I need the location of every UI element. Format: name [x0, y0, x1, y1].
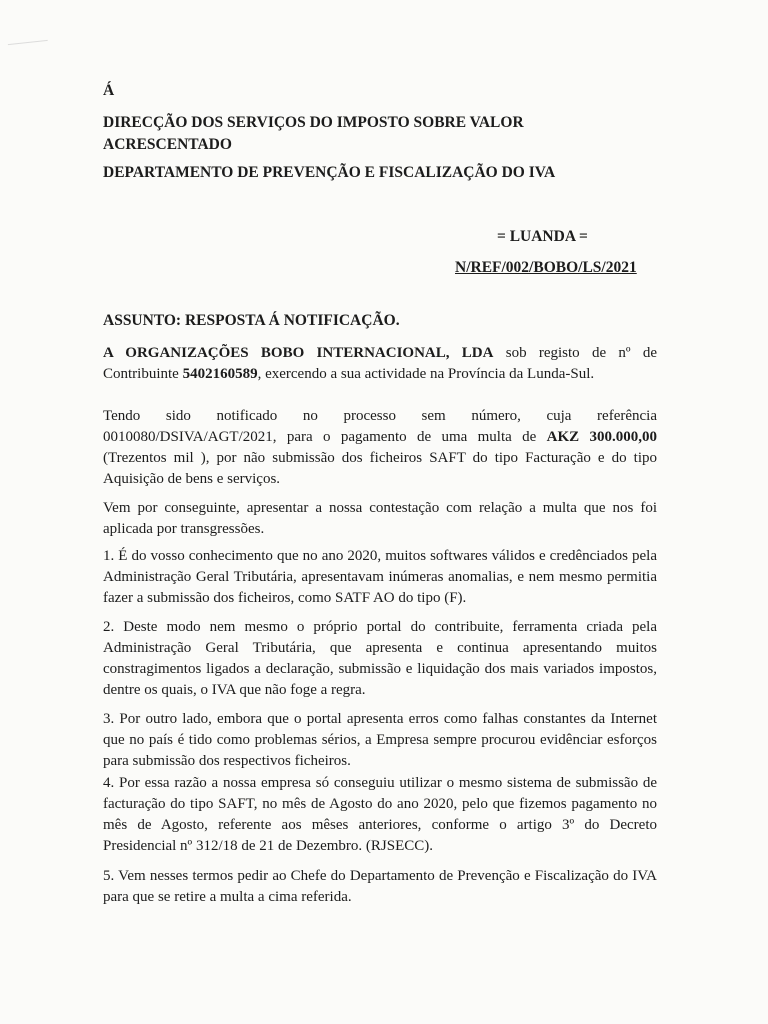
addressee-line-2: ACRESCENTADO — [103, 136, 232, 153]
point-4-paragraph: 4. Por essa razão a nossa empresa só conseguiu utilizar o mesmo sistema de submissão de facturação do tipo SAFT, no mês de Agosto do ano 2020, pelo que fizemos pagamento no mês de Agosto, referente aos mêses anteriores, conforme o artigo 3º do Decreto Presidencial nº 312/18 de 21 de Dezembro. (RJSECC). — [103, 775, 657, 854]
intro-text-1: sob registo de nº de Contribuinte — [103, 345, 657, 382]
contestation-paragraph: Vem por conseguinte, apresentar a nossa contestação com relação a multa que nos foi aplicada por transgressões. — [103, 500, 657, 537]
addressee — [103, 112, 524, 156]
subject-line: ASSUNTO: RESPOSTA Á NOTIFICAÇÃO. — [103, 312, 400, 329]
scan-artifact — [8, 40, 48, 49]
intro-paragraph — [103, 343, 657, 385]
point-3-paragraph: 3. Por outro lado, embora que o portal apresenta erros como falhas constantes da Internet que no país é tido como problemas sérios, a Empresa sempre procurou evidênciar esforços para submissão dos respectivos ficheiros. — [103, 711, 657, 769]
reference-number: N/REF/002/BOBO/LS/2021 — [455, 259, 637, 276]
point-1-paragraph: 1. É do vosso conhecimento que no ano 2020, muitos softwares válidos e credênciados pela Administração Geral Tributária, apresentavam inúmeras anomalias, e nem mesmo permitia fazer a submissão dos ficheiros, como SATF AO do tipo (F). — [103, 548, 657, 606]
city-line: = LUANDA = — [497, 228, 588, 245]
intro-text-2: , exercendo a sua actividade na Província da Lunda-Sul. — [257, 366, 595, 382]
company-name: A ORGANIZAÇÕES BOBO INTERNACIONAL, LDA — [103, 345, 494, 361]
fine-text-2: (Trezentos mil ), por não submissão dos ficheiros SAFT do tipo Facturação e do tipo Aquisição de bens e serviços. — [103, 450, 657, 487]
fine-text-1: Tendo sido notificado no processo sem número, cuja referência 0010080/DSIVA/AGT/2021, para o pagamento de uma multa de — [103, 408, 657, 445]
fine-amount: AKZ 300.000,00 — [546, 429, 657, 445]
department-heading: DEPARTAMENTO DE PREVENÇÃO E FISCALIZAÇÃO DO IVA — [103, 164, 556, 181]
point-2-paragraph: 2. Deste modo nem mesmo o próprio portal do contribuite, ferramenta criada pela Administração Geral Tributária, que apresenta e continua apresentando muitos constragimentos ligados a declaração, submissão e liquidação dos mais variados impostos, dentre os quais, o IVA que não foge a regra. — [103, 619, 657, 698]
taxpayer-number: 5402160589 — [182, 366, 258, 382]
salutation: Á — [103, 82, 115, 99]
point-5-paragraph: 5. Vem nesses termos pedir ao Chefe do Departamento de Prevenção e Fiscalização do IVA para que se retire a multa a cima referida. — [103, 868, 657, 905]
fine-paragraph — [103, 406, 657, 490]
addressee-line-1: DIRECÇÃO DOS SERVIÇOS DO IMPOSTO SOBRE VALOR — [103, 114, 524, 131]
